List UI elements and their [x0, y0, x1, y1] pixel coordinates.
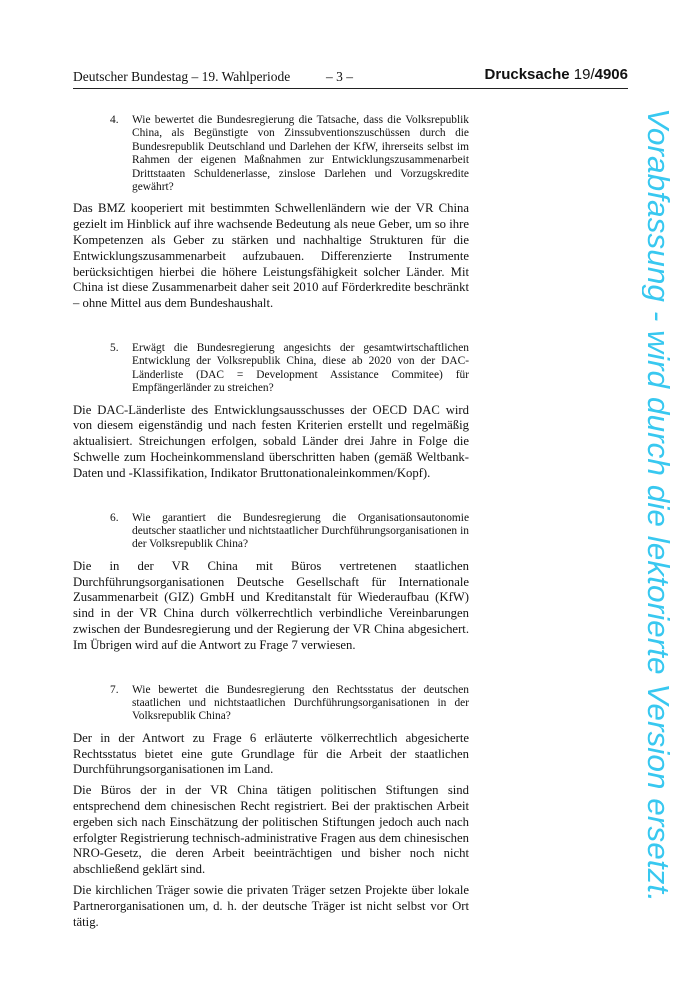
page-number: – 3 – [326, 69, 353, 84]
question-text: Wie bewertet die Bundesregierung die Tatsache, dass die Volksrepublik China, als Begünstigte von Zinssubventionszuschüssen durch die Bundesrepublik Deutschland und Darlehen der KfW, ihrerseits selbst im Rahmen der eigenen Maßnahmen zur Entwicklungszusammenarbeit Drittstaaten Schuldenerlasse, zinslose Darlehen und Vorzugskredite gewährt? [132, 114, 469, 194]
answer-paragraph: Die DAC-Länderliste des Entwicklungsausschusses der OECD DAC wird von diesem eigenständig und nach festen Kriterien erstellt und regelmäßig aktualisiert. Streichungen erfolgen, sobald Länder drei Jahre in Folge die Schwelle zum Hocheinkommensland überschritten haben (gemäß Weltbank-Daten und -Klassifikation, Indikator Bruttonationaleinkommen/Kopf). [73, 402, 469, 480]
answer-paragraph: Die kirchlichen Träger sowie die privaten Träger setzen Projekte über lokale Partnerorganisationen um, d. h. der deutsche Träger ist nicht selbst vor Ort tätig. [73, 883, 469, 929]
question-7 [110, 684, 469, 724]
document-number: Drucksache 19/4906 [484, 66, 628, 83]
question-number: 4. [110, 114, 119, 126]
answer-paragraph: Die in der VR China mit Büros vertretenen staatlichen Durchführungsorganisationen Deutsche Gesellschaft für Internationale Zusammenarbeit (GIZ) GmbH und Kreditanstalt für Wiederaufbau (KfW) sind in der VR China durch völkerrechtlich verbindliche Vereinbarungen zwischen der Bundesregierung und der Regierung der VR China abgesichert. Im Übrigen wird auf die Antwort zu Frage 7 verwiesen. [73, 558, 469, 652]
question-5 [110, 342, 469, 396]
question-text: Wie garantiert die Bundesregierung die Organisationsautonomie deutscher staatlicher und nichtstaatlicher Durchführungsorganisationen in der Volksrepublik China? [132, 511, 469, 551]
question-number: 5. [110, 342, 119, 355]
question-text: Erwägt die Bundesregierung angesichts der gesamtwirtschaftlichen Entwicklung der Volksrepublik China, diese ab 2020 von der DAC-Länderliste (DAC = Development Assistance Commitee) für Empfängerländer zu streichen? [132, 342, 469, 395]
answer-paragraph: Das BMZ kooperiert mit bestimmten Schwellenländern wie der VR China gezielt im Hinblick auf ihre wachsende Bedeutung als neue Geber, um so ihre Kompetenzen als Geber zu stärken und nachhaltige Strukturen für die Entwicklungszusammenarbeit aufzubauen. Differenzierte Instrumente berücksichtigen hierbei die höhere Leistungsfähigkeit solcher Länder. Mit China ist diese Zusammenarbeit daher seit 2010 auf Förderkredite beschränkt – ohne Mittel aus dem Bundeshaushalt. [73, 201, 469, 311]
draft-watermark [642, 108, 678, 904]
page-header [73, 66, 628, 89]
question-6 [110, 512, 469, 552]
question-number: 6. [110, 511, 119, 524]
question-4 [110, 114, 469, 194]
watermark-text: Vorabfassung - wird durch die lektorierte Version ersetzt. [642, 108, 676, 887]
question-text: Wie bewertet die Bundesregierung den Rechtsstatus der deutschen staatlichen und nichtstaatlichen Durchführungsorganisationen in der Volksrepublik China? [132, 683, 469, 723]
document-body [73, 114, 469, 930]
question-number: 7. [110, 683, 119, 696]
parliament-label: Deutscher Bundestag – 19. Wahlperiode [73, 69, 291, 84]
answer-paragraph: Der in der Antwort zu Frage 6 erläuterte völkerrechtlich abgesicherte Rechtsstatus bietet eine gute Grundlage für die Arbeit der staatlichen Durchführungsorganisationen im Land. [73, 730, 469, 777]
answer-paragraph: Die Büros der in der VR China tätigen politischen Stiftungen sind entsprechend dem chinesischen Recht registriert. Bei der praktischen Arbeit ergeben sich nach Einschätzung der politischen Stiftungen jedoch auch nach erfolgter Registrierung technisch-administrative Fragen aus dem chinesischen NRO-Gesetz, die deren Arbeit beeinträchtigen und bisher noch nicht abschließend geklärt sind. [73, 783, 469, 877]
